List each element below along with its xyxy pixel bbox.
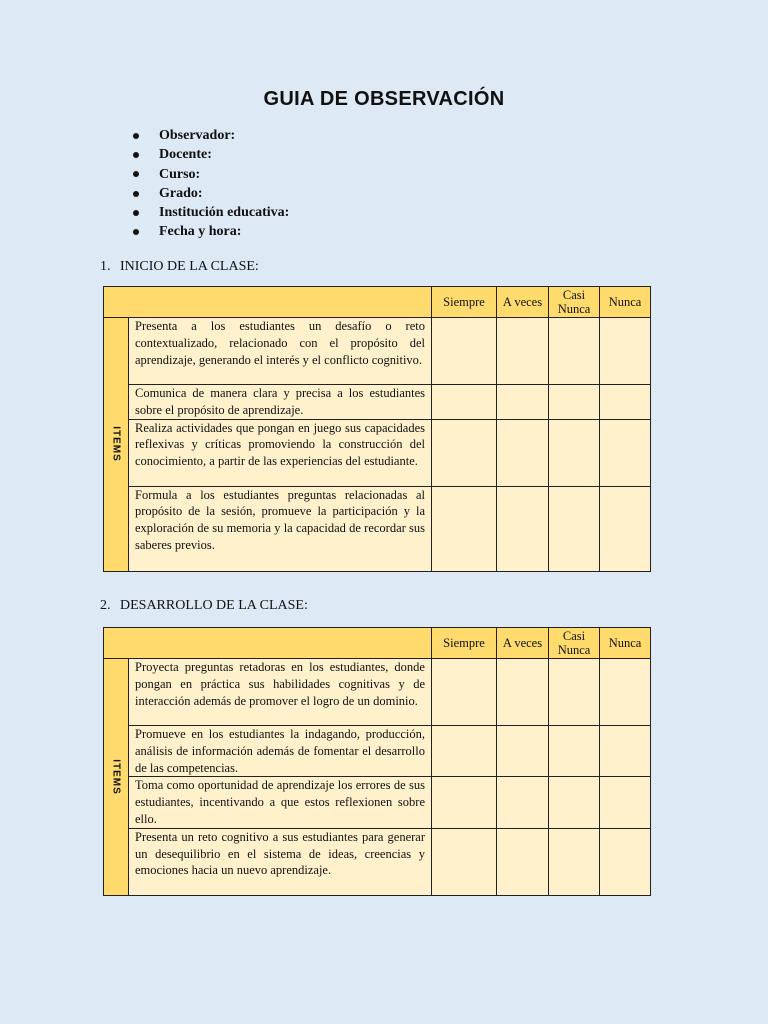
field-label: Docente: [159,147,212,163]
items-side-label [104,318,129,572]
check-cell-casi-nunca[interactable] [549,777,600,828]
check-cell-a-veces[interactable] [497,419,549,486]
check-cell-siempre[interactable] [432,385,497,420]
check-cell-casi-nunca[interactable] [549,828,600,895]
table-row [104,777,651,828]
field-label: Fecha y hora: [159,224,242,240]
column-header-a-veces: A veces [497,628,549,659]
item-text: Presenta a los estudiantes un desafío o reto contextualizado, relacionado con el propósito del aprendizaje, generando el interés y el conflicto cognitivo. [129,318,432,385]
column-header-nunca: Nunca [600,287,651,318]
field-curso [130,165,289,184]
section-number: 1. [100,259,111,274]
field-label: Observador: [159,128,236,143]
field-label: Institución educativa: [159,205,290,221]
table-row [104,419,651,486]
field-institucion [130,203,289,222]
table-header-row [104,628,651,659]
check-cell-nunca[interactable] [600,828,651,895]
section-title: INICIO DE LA CLASE: [120,259,259,274]
table-row [104,828,651,895]
table-header-row [104,287,651,318]
check-cell-a-veces[interactable] [497,385,549,420]
column-header-a-veces: A veces [497,287,549,318]
section-title: DESARROLLO DE LA CLASE: [120,598,308,613]
header-blank-cell [104,287,432,318]
field-grado [130,184,289,203]
check-cell-a-veces[interactable] [497,828,549,895]
bullet-icon [133,171,139,177]
field-docente [130,145,289,164]
check-cell-siempre[interactable] [432,486,497,571]
items-label: ITEMS [110,426,122,463]
observation-table-inicio [103,286,651,572]
item-text: Presenta un reto cognitivo a sus estudiantes para generar un desequilibrio en el sistema de ideas, creencias y emociones hacia un nuevo aprendizaje. [129,828,432,895]
check-cell-siempre[interactable] [432,318,497,385]
bullet-icon [133,191,139,197]
section-heading-desarrollo [100,598,308,614]
check-cell-a-veces[interactable] [497,659,549,726]
bullet-icon [133,133,139,139]
check-cell-a-veces[interactable] [497,726,549,777]
check-cell-nunca[interactable] [600,419,651,486]
check-cell-casi-nunca[interactable] [549,726,600,777]
item-text: Formula a los estudiantes preguntas relacionadas al propósito de la sesión, promueve la participación y la exploración de su memoria y la capacidad de recordar sus saberes previos. [129,486,432,571]
check-cell-nunca[interactable] [600,318,651,385]
header-fields [130,126,289,242]
column-header-siempre: Siempre [432,628,497,659]
check-cell-nunca[interactable] [600,777,651,828]
table-row [104,659,651,726]
check-cell-siempre[interactable] [432,659,497,726]
table-row [104,726,651,777]
section-number: 2. [100,598,111,613]
check-cell-a-veces[interactable] [497,777,549,828]
table-row [104,318,651,385]
field-observador [130,126,289,145]
check-cell-siempre[interactable] [432,419,497,486]
check-cell-nunca[interactable] [600,726,651,777]
check-cell-siempre[interactable] [432,726,497,777]
check-cell-casi-nunca[interactable] [549,318,600,385]
check-cell-a-veces[interactable] [497,318,549,385]
check-cell-casi-nunca[interactable] [549,385,600,420]
document-title: GUIA DE OBSERVACIÓN [263,88,505,110]
table-row [104,385,651,420]
field-label: Grado: [159,185,203,201]
observation-table-desarrollo [103,627,651,896]
check-cell-casi-nunca[interactable] [549,659,600,726]
check-cell-nunca[interactable] [600,659,651,726]
check-cell-casi-nunca[interactable] [549,419,600,486]
field-label: Curso: [159,166,201,182]
table-row [104,486,651,571]
column-header-nunca: Nunca [600,628,651,659]
check-cell-nunca[interactable] [600,486,651,571]
header-blank-cell [104,628,432,659]
bullet-icon [133,210,139,216]
field-fecha-hora [130,222,289,241]
item-text: Promueve en los estudiantes la indagando, producción, análisis de información además de fomentar el desarrollo de las competencias. [129,726,432,777]
items-side-label [104,659,129,896]
check-cell-siempre[interactable] [432,828,497,895]
bullet-icon [133,229,139,235]
check-cell-nunca[interactable] [600,385,651,420]
item-text: Toma como oportunidad de aprendizaje los errores de sus estudiantes, incentivando a que estos reflexionen sobre ello. [129,777,432,828]
bullet-icon [133,152,139,158]
check-cell-casi-nunca[interactable] [549,486,600,571]
check-cell-a-veces[interactable] [497,486,549,571]
section-heading-inicio [100,259,259,275]
column-header-siempre: Siempre [432,287,497,318]
check-cell-siempre[interactable] [432,777,497,828]
item-text: Realiza actividades que pongan en juego sus capacidades reflexivas y críticas promoviendo la construcción del conocimiento, a partir de las experiencias del estudiante. [129,419,432,486]
column-header-casi-nunca: Casi Nunca [549,287,600,318]
column-header-casi-nunca: Casi Nunca [549,628,600,659]
item-text: Proyecta preguntas retadoras en los estudiantes, donde pongan en práctica sus habilidades cognitivas y de interacción además de promover el logro de un dominio. [129,659,432,726]
items-label: ITEMS [110,759,122,795]
item-text: Comunica de manera clara y precisa a los estudiantes sobre el propósito de aprendizaje. [129,385,432,420]
